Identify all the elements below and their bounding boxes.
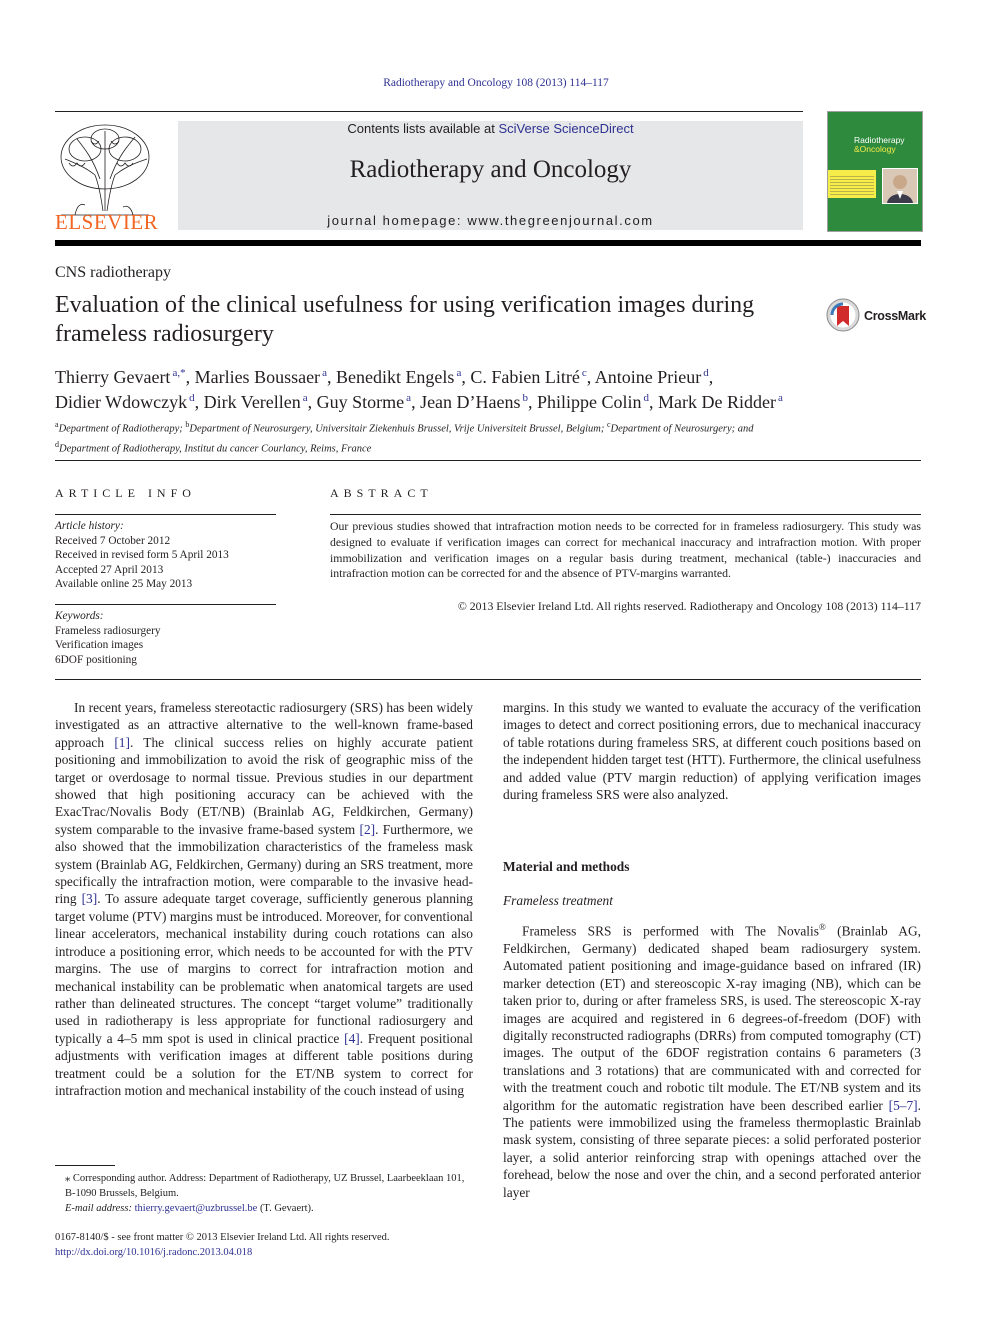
author[interactable]: Jean D’Haens $^b$ [420,392,529,412]
author[interactable]: Philippe Colin $^d$ [537,392,650,412]
paragraph-intro: In recent years, frameless stereotactic radiosurgery (SRS) has been widely investigated as an attractive alternative to the well-known frame-based approach [1]. The clinical success relies on highly accurate patient positioning and immobilization to avoid the risk of geographic miss of the target or overdosage to normal tissue. Previous studies in our department showed that high positioning accuracy can be achieved with the ExacTrac/Novalis Body (ET/NB) (Brainlab AG, Feldkirchen, Germany) system comparable to the invasive frame-based system [2]. Furthermore, we also showed that the immobilization characteristics of the frameless mask system (Brainlab AG, Feldkirchen, Germany) during an SRS treatment, more specifically the intrafraction motion, were comparable to the invasive head-ring [3]. To assure adequate target coverage, sufficiently generous planning target volume (PTV) margins must be introduced. Moreover, for conventional linear accelerators, mechanical instability during couch rotations can also introduce a positioning error, which needs to be accounted for with the PTV margins. The use of margins to correct for intrafraction motion and mechanical instability can be problematic when anatomical targets are used rather than delineated structures. The concept “target volume” traditionally used in radiotherapy is less appropriate for functional radiosurgery and typically a 4–5 mm spot is used in clinical practice [4]. Frequent positional adjustments with verification images at different table positions during treatment could be a solution for the ET/NB system to correct for intrafraction motion and mechanical instability of the couch instead of using [55,700,474,1098]
sciencedirect-link[interactable]: SciVerse ScienceDirect [498,121,634,136]
author[interactable]: Mark De Ridder $^a$ [658,392,783,412]
citation-link[interactable]: [3] [81,891,98,907]
corresponding-author-note: ⁎ Corresponding author. Address: Department of Radiotherapy, UZ Brussel, Laarbeeklaan 101, B-1090 Brussels, Belgium. [65,1173,465,1199]
author[interactable]: Dirk Verellen $^a$ [203,392,308,412]
email-note: E-mail address: thierry.gevaert@uzbrussel.be (T. Gevaert). [65,1203,314,1214]
footnote-rule [55,1165,115,1166]
body-column-right [503,699,921,803]
journal-title: Radiotherapy and Oncology [349,156,632,183]
paragraph: margins. In this study we wanted to evaluate the accuracy of the verification images to detect and correct positioning errors, due to mechanical inaccuracy of table rotations during frameless SRS, at different couch positions based on the independent hidden target test (HTT). Furthermore, the clinical usefulness and added value (PTV margin reduction) of applying verification images during frameless SRS were also analyzed. [503,700,921,803]
email-link[interactable]: thierry.gevaert@uzbrussel.be [134,1203,258,1214]
journal-cover-thumbnail[interactable] [827,111,923,232]
heading-frameless-treatment: Frameless treatment [503,893,613,908]
keyword: Verification images [55,639,144,651]
article-info-heading: ARTICLE INFO [55,486,196,500]
divider [330,514,921,515]
author[interactable]: Antoine Prieur $^d$ [594,367,709,387]
divider [55,111,803,112]
divider [55,514,276,515]
author[interactable]: C. Fabien Litré $^c$ [470,367,587,387]
elsevier-wordmark: ELSEVIER [55,210,159,234]
author[interactable]: Marlies Boussaer $^a$ [194,367,327,387]
crossmark-label[interactable]: CrossMark [864,309,926,323]
history-label: Article history: [55,520,124,532]
doi-link[interactable]: http://dx.doi.org/10.1016/j.radonc.2013.04.018 [55,1246,253,1258]
cover-title-line-2: &Oncology [854,144,896,154]
keyword: 6DOF positioning [55,653,137,666]
homepage-prefix: journal homepage: [327,213,468,228]
homepage-link[interactable]: www.thegreenjournal.com [467,213,654,228]
divider [55,679,921,680]
contents-prefix: Contents lists available at [347,121,499,136]
article-history [55,519,276,592]
paragraph: Frameless SRS is performed with The Novalis® (Brainlab AG, Feldkirchen, Germany) dedicated shaped beam radiosurgery system. Automated patient positioning and image-guidance based on infrared (IR) marker detection (ET) and stereoscopic X-ray imaging (NB), which can be taken prior to, during or after frameless SRS, is used. The stereoscopic X-ray images are acquired and registered in 6 degrees-of-freedom (DOF) with digitally reconstructed radiographs (DRRs) from computed tomography (CT) images. The output of the 6DOF registration contains 6 parameters (3 translations and 3 rotations) that are communicated with and corrected for with the treatment couch and robotic tilt module. The ET/NB system and its algorithm for the automatic registration have been described earlier [5–7]. The patients were immobilized using the frameless thermoplastic Brainlab mask system, consisting of three separate pieces: a solid perforated posterior layer, a solid anterior reinforcing strap with openings attached over the forehead, below the nose and over the chin, and a second perforated anterior layer [503,922,921,1200]
cover-text-lines [830,174,874,196]
footnote [55,1171,473,1216]
contents-line [178,121,803,136]
cover-title-line-1: Radiotherapy [854,135,905,145]
header-rule [55,240,921,246]
keywords [55,609,276,667]
body-column-left [55,699,473,1099]
author[interactable]: Guy Storme $^a$ [316,392,412,412]
citation-link[interactable]: [1] [114,734,130,750]
portrait-icon [883,169,917,203]
author[interactable]: Didier Wdowczyk $^d$ [55,392,195,412]
cover-portrait [882,168,918,204]
article-title: Evaluation of the clinical usefulness for using verification images during frameless radiosurgery [55,292,755,347]
citation-link[interactable]: [5–7] [888,1097,918,1113]
cover-title [854,136,905,154]
date-accepted: Accepted 27 April 2013 [55,563,164,576]
abstract-copyright: © 2013 Elsevier Ireland Ltd. All rights reserved. Radiotherapy and Oncology 108 (2013) 114–117 [457,599,921,613]
crossmark-icon[interactable] [826,298,860,332]
citation-link[interactable]: [2] [359,821,376,837]
keyword: Frameless radiosurgery [55,624,161,637]
keywords-label: Keywords: [55,610,104,622]
front-matter-footer [55,1231,555,1260]
body-column-right-continued [503,919,921,1201]
citation-link[interactable]: [4] [344,1030,360,1046]
running-head[interactable]: Radiotherapy and Oncology 108 (2013) 114–117 [383,77,609,89]
issn-line: 0167-8140/$ - see front matter © 2013 Elsevier Ireland Ltd. All rights reserved. [55,1232,390,1243]
divider [55,604,276,605]
date-revised: Received in revised form 5 April 2013 [55,549,229,561]
journal-homepage [178,213,803,228]
affiliations: $^a$Department of Radiotherapy; $^b$Department of Neurosurgery, Universitair Ziekenhuis Brussel, Vrije Universiteit Brussel, Belgium; $^c$Department of Neurosurgery; and $^d$Department of Radiotherapy, Institut du cancer Courlancy, Reims, France [55,420,754,454]
abstract-heading: ABSTRACT [330,486,433,500]
date-received: Received 7 October 2012 [55,534,171,547]
date-online: Available online 25 May 2013 [55,578,193,590]
divider [55,460,921,461]
author[interactable]: Thierry Gevaert $^{a,*}$ [55,367,186,387]
article-section: CNS radiotherapy [55,264,171,281]
author[interactable]: Benedikt Engels $^a$ [335,367,462,387]
author-list: Thierry Gevaert $^{a,*}$, Marlies Boussaer $^a$, Benedikt Engels $^a$, C. Fabien Litré $^c$, Antoine Prieur $^d$, Didier Wdowczyk $^d$, Dirk Verellen $^a$, Guy Storme $^a$, Jean D’Haens $^b$, Philippe Colin $^d$, Mark De Ridder $^a$ [55,367,783,412]
heading-material-methods: Material and methods [503,859,630,874]
abstract-text: Our previous studies showed that intrafraction motion needs to be corrected for in frameless radiosurgery. This study was designed to evaluate if verification images can correct for mechanical inaccuracy and intrafraction motion. With proper immobilization and verification images on a regular basis during treatment, mechanical (table-) inaccuracies and intrafraction motion can be corrected for and the absence of PTV-margins warranted. [330,519,921,581]
